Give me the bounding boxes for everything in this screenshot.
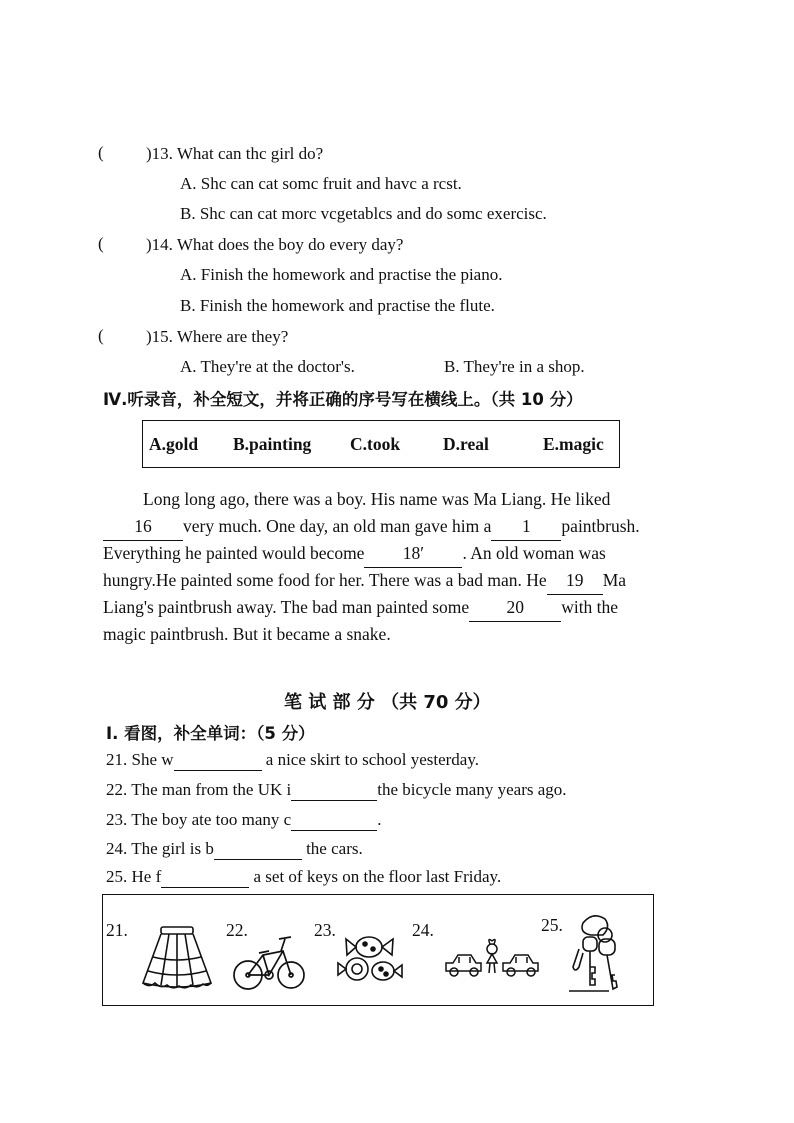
answer-paren-open: (: [98, 143, 104, 162]
section-4-title: Ⅳ.听录音，补全短文，并将正确的序号写在横线上。（共 10 分）: [103, 390, 583, 409]
fill-item-21: 21. She w a nice skirt to school yesterday.: [106, 750, 480, 769]
answer-blank-25[interactable]: [161, 867, 249, 888]
answer-blank-16[interactable]: 16: [103, 513, 183, 541]
question-stem: What can thc girl do?: [176, 144, 324, 163]
word-option-b: B.painting: [233, 434, 312, 454]
written-part-title: 笔 试 部 分 （共 70 分）: [284, 692, 491, 713]
word-options-box: [142, 420, 620, 468]
picture-label-25: 25.: [541, 915, 563, 935]
answer-blank-20[interactable]: 20: [469, 594, 561, 622]
answer-blank-23[interactable]: [291, 810, 377, 831]
answer-blank-22[interactable]: [291, 780, 377, 801]
answer-paren-close: ): [146, 327, 152, 346]
answer-blank-19[interactable]: 19: [547, 567, 603, 595]
fill-item-25: 25. He f a set of keys on the floor last Friday.: [106, 867, 502, 886]
option-b: B. They're in a shop.: [444, 357, 585, 376]
girl-between-cars-icon: [443, 937, 541, 983]
word-option-e: E.magic: [543, 434, 604, 454]
fill-item-24: 24. The girl is b the cars.: [106, 839, 363, 858]
story-line-5: Liang's paintbrush away. The bad man painted some 20 with the: [103, 594, 618, 622]
picture-label-22: 22.: [226, 920, 248, 940]
story-line-2: 16 very much. One day, an old man gave him a 1 paintbrush.: [103, 513, 640, 541]
answer-paren-close: ): [146, 235, 152, 254]
story-line-6: magic paintbrush. But it became a snake.: [103, 624, 391, 644]
word-option-c: C.took: [350, 434, 401, 454]
question-stem: What does the boy do every day?: [176, 235, 404, 254]
answer-blank-24[interactable]: [214, 839, 302, 860]
option-a: A. Finish the homework and practise the piano.: [180, 265, 503, 284]
option-a: A. They're at the doctor's.: [180, 357, 355, 376]
fill-item-22: 22. The man from the UK i the bicycle many years ago.: [106, 780, 567, 799]
word-option-d: D.real: [443, 434, 489, 454]
question-number: 15.: [151, 327, 173, 346]
picture-label-21: 21.: [106, 920, 128, 940]
answer-paren-close: ): [146, 144, 152, 163]
option-b: B. Finish the homework and practise the flute.: [180, 296, 495, 315]
picture-label-24: 24.: [412, 920, 434, 940]
option-b: B. Shc can cat morc vcgetablcs and do somc exercisc.: [180, 204, 547, 223]
answer-blank-17[interactable]: 1: [491, 513, 561, 541]
answer-paren-open: (: [98, 234, 104, 253]
question-number: 13.: [151, 144, 173, 163]
option-a: A. Shc can cat somc fruit and havc a rcst.: [180, 174, 462, 193]
question-text: [146, 144, 323, 164]
word-option-a: A.gold: [149, 434, 199, 454]
skirt-icon: [139, 925, 215, 989]
written-section-1-title: Ⅰ. 看图，补全单词：（5 分）: [106, 724, 315, 743]
bicycle-icon: [233, 931, 307, 993]
answer-paren-open: (: [98, 326, 104, 345]
story-line-4: hungry.He painted some food for her. There was a bad man. He 19 Ma: [103, 567, 626, 595]
answer-blank-18[interactable]: 18′: [364, 540, 462, 568]
fill-item-23: 23. The boy ate too many c .: [106, 810, 382, 829]
picture-label-23: 23.: [314, 920, 336, 940]
question-text: [146, 235, 403, 255]
question-stem: Where are they?: [176, 327, 289, 346]
picture-box: [102, 894, 654, 1006]
answer-blank-21[interactable]: [174, 750, 262, 771]
keys-icon: [569, 909, 629, 995]
candies-icon: [335, 929, 405, 987]
question-text: [146, 327, 288, 347]
question-number: 14.: [151, 235, 173, 254]
story-line-3: Everything he painted would become 18′ . An old woman was: [103, 540, 606, 568]
story-line-1: Long long ago, there was a boy. His name was Ma Liang. He liked: [143, 489, 611, 509]
